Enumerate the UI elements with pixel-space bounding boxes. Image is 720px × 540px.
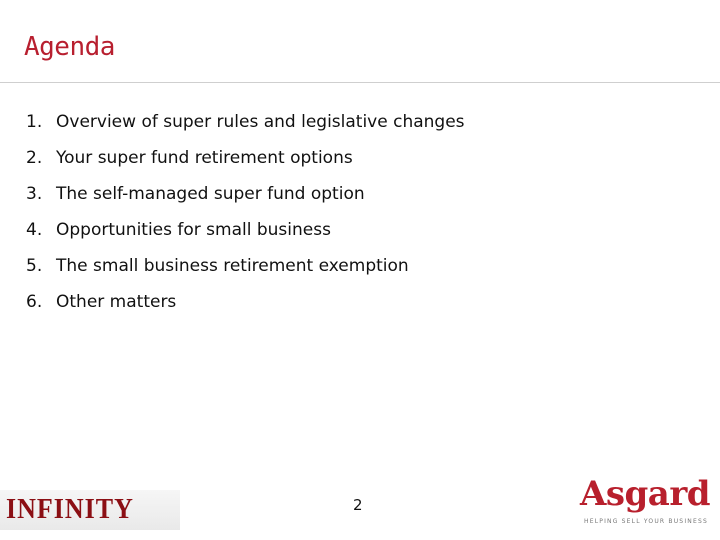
agenda-item-text: Your super fund retirement options (56, 148, 353, 168)
agenda-item-number: 3. (26, 184, 43, 204)
asgard-logo-tagline: HELPING SELL YOUR BUSINESS (584, 518, 708, 525)
page-number: 2 (353, 496, 363, 514)
asgard-logo (578, 474, 711, 532)
agenda-item-number: 2. (26, 148, 43, 168)
agenda-item (26, 292, 465, 328)
agenda-item-text: Other matters (56, 292, 177, 312)
agenda-item (26, 112, 465, 148)
agenda-item-number: 4. (26, 220, 43, 240)
agenda-item-text: Opportunities for small business (56, 220, 331, 240)
title-divider (0, 82, 720, 83)
infinity-logo-text: INFINITY (6, 492, 134, 525)
agenda-item-text: The small business retirement exemption (56, 256, 409, 276)
agenda-item (26, 148, 465, 184)
agenda-item-text: Overview of super rules and legislative changes (56, 112, 465, 132)
asgard-logo-name: Asgard (580, 474, 711, 514)
agenda-item (26, 256, 465, 292)
agenda-item-number: 1. (26, 112, 43, 132)
infinity-logo (0, 490, 180, 530)
agenda-item-number: 5. (26, 256, 43, 276)
slide-title: Agenda (24, 32, 115, 62)
agenda-list (26, 112, 465, 328)
agenda-item (26, 184, 465, 220)
agenda-item (26, 220, 465, 256)
agenda-item-number: 6. (26, 292, 43, 312)
agenda-item-text: The self-managed super fund option (56, 184, 365, 204)
